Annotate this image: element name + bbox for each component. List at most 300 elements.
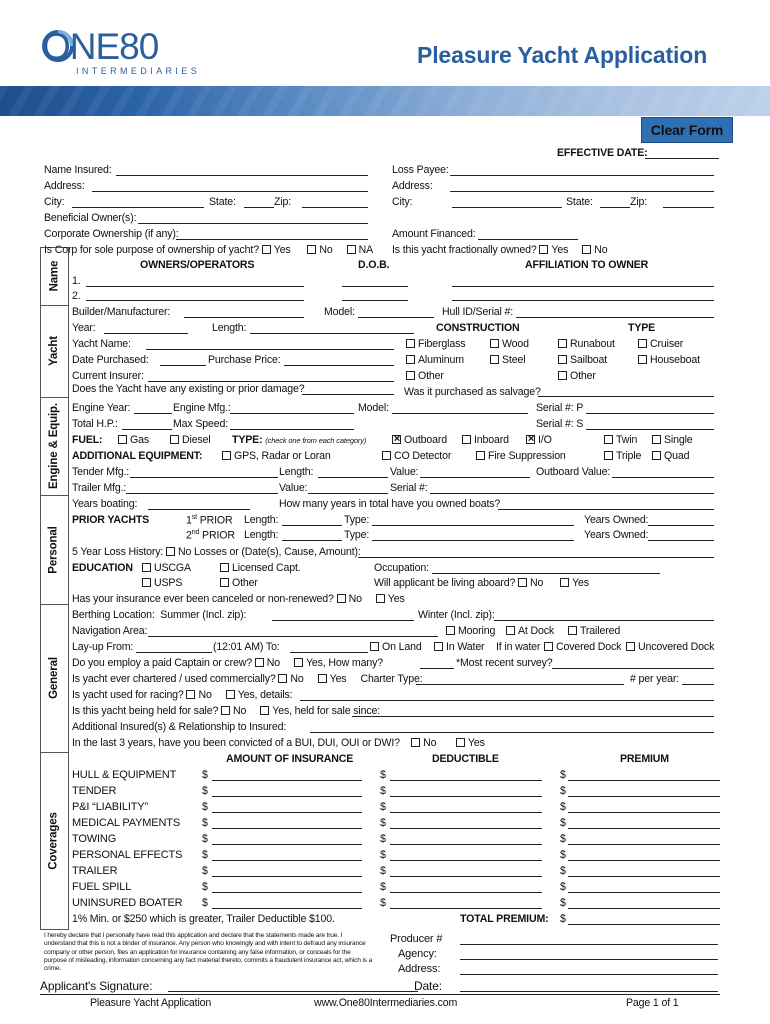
builder-label: Builder/Manufacturer: [72,306,171,318]
runabout-checkbox[interactable] [558,339,567,348]
trailer-value-label: Value: [279,482,308,494]
racing-question: Is yacht used for racing? No Yes, details: [72,689,293,701]
prior2-years-owned-field[interactable] [648,540,714,541]
nav-area-field[interactable] [148,636,438,637]
brand-name: ONE80 [42,26,159,67]
at-dock-checkbox[interactable] [506,626,515,635]
engine-year-label: Engine Year: [72,402,131,414]
premium-dollar-sign: $ [560,769,566,781]
mooring-checkbox[interactable] [446,626,455,635]
prior2-years-owned-label: Years Owned: [584,529,649,541]
coverage-label: TENDER [72,785,117,797]
gps-option: GPS, Radar or Loran [222,450,331,462]
producer-field[interactable] [460,944,718,945]
single-checkbox[interactable] [652,435,661,444]
state-field[interactable] [244,207,274,208]
address2-label: Address: [392,180,433,192]
date-label: Date: [414,979,442,993]
year-label: Year: [72,322,96,334]
occupation-field[interactable] [432,573,660,574]
per-year-field[interactable] [682,684,714,685]
brand-subtitle: INTERMEDIARIES [76,66,201,76]
gas-option: Gas [118,434,149,446]
years-owned-question: How many years in total have you owned boats? [279,498,501,510]
owner-2-field[interactable] [86,300,304,301]
prior2-length-label: Length: [244,529,279,541]
signature-label: Applicant's Signature: [40,979,153,993]
footer-left: Pleasure Yacht Application [90,997,212,1009]
tender-length-field[interactable] [318,477,388,478]
engine-model-label: Model: [358,402,389,414]
yacht-name-label: Yacht Name: [72,338,131,350]
covered-dock-checkbox[interactable] [544,642,553,651]
corp-na-checkbox[interactable] [347,245,356,254]
sale-yes-checkbox[interactable] [260,706,269,715]
additional-insured-label: Additional Insured(s) & Relationship to Insured: [72,721,287,733]
header-band [0,86,770,116]
engine-model-field[interactable] [392,413,528,414]
fire-checkbox[interactable] [476,451,485,460]
yacht-name-field[interactable] [146,349,394,350]
prior1-years-owned-label: Years Owned: [584,514,649,526]
corporate-field[interactable] [176,239,368,240]
amount-field[interactable] [212,908,362,909]
total-premium-dollar: $ [560,913,566,925]
hull-label: Hull ID/Serial #: [442,306,514,318]
uscga-option: USCGA [142,562,191,574]
section-divider [68,247,69,930]
fractional-yes-checkbox[interactable] [539,245,548,254]
additional-equipment-label: ADDITIONAL EQUIPMENT: [72,450,203,462]
date-purchased-label: Date Purchased: [72,354,149,366]
prior2-type-label: Type: [344,529,370,541]
second-prior-label: 2nd PRIOR [186,529,235,542]
state2-field[interactable] [600,207,630,208]
amount-dollar-sign: $ [202,865,208,877]
premium-field[interactable] [568,908,720,909]
serial-p-field[interactable] [586,413,714,414]
deductible-note: 1% Min. or $250 which is greater, Trailer Deductible $100. [72,913,335,925]
serial-s-label: Serial #: S [536,418,584,430]
section-engine-label: Engine & Equip. [48,403,61,489]
fractional-no-checkbox[interactable] [582,245,591,254]
model-field[interactable] [358,317,434,318]
licensed-checkbox[interactable] [220,563,229,572]
current-insurer-label: Current Insurer: [72,370,144,382]
triple-checkbox[interactable] [604,451,613,460]
producer-address-field[interactable] [460,974,718,975]
deductible-field[interactable] [390,796,542,797]
additional-insured-field[interactable] [310,732,714,733]
berthing-row: Berthing Location: Summer (Incl. zip): [72,609,247,621]
salvage-question: Was it purchased as salvage? [404,386,541,398]
education-other-checkbox[interactable] [220,578,229,587]
winter-field[interactable] [494,620,714,621]
amount-field[interactable] [212,892,362,893]
racing-no-checkbox[interactable] [186,690,195,699]
city2-label: City: [392,196,413,208]
first-prior-label: 1st PRIOR [186,514,233,527]
coverage-label: HULL & EQUIPMENT [72,769,177,781]
winter-label: Winter (Incl. zip): [418,609,495,621]
fiberglass-checkbox[interactable] [406,339,415,348]
uscga-checkbox[interactable] [142,563,151,572]
purchase-price-field[interactable] [284,365,394,366]
wood-checkbox[interactable] [490,339,499,348]
coverage-label: TRAILER [72,865,118,877]
corporate-label: Corporate Ownership (if any): [44,228,179,240]
trailer-value-field[interactable] [308,493,388,494]
amount-dollar-sign: $ [202,817,208,829]
total-premium-field[interactable] [568,924,720,925]
address-label: Address: [44,180,85,192]
sale-since-field[interactable] [352,716,714,717]
years-owned-total-field[interactable] [498,509,714,510]
if-in-water-label: If in water [496,641,541,653]
state-label: State: [209,196,236,208]
captain-no-checkbox[interactable] [255,658,264,667]
premium-field[interactable] [568,812,720,813]
deductible-field[interactable] [390,780,542,781]
chartered-no-checkbox[interactable] [278,674,287,683]
deductible-field[interactable] [390,908,542,909]
chartered-question: Is yacht ever chartered / used commercially? No Yes Charter Type: [72,673,423,685]
deductible-dollar-sign: $ [380,801,386,813]
diesel-option: Diesel [170,434,211,446]
zip-field[interactable] [302,207,368,208]
premium-dollar-sign: $ [560,881,566,893]
mooring-option: Mooring [446,625,495,637]
sale-question: Is this yacht being held for sale? No Yes, held for sale since: [72,705,381,717]
fuel-label: FUEL: [72,434,103,446]
builder-field[interactable] [184,317,304,318]
layup-from-field[interactable] [136,652,212,653]
canceled-yes-checkbox[interactable] [376,594,385,603]
inboard-checkbox[interactable] [462,435,471,444]
section-name-label: Name [48,260,61,292]
section-yacht-label: Yacht [48,336,60,366]
footer-url[interactable]: www.One80Intermediaries.com [314,997,458,1009]
beneficial-field[interactable] [138,223,368,224]
on-land-checkbox[interactable] [370,642,379,651]
address2-field[interactable] [450,191,714,192]
coverage-label: PERSONAL EFFECTS [72,849,183,861]
twin-checkbox[interactable] [604,435,613,444]
affiliation-2-field[interactable] [452,300,714,301]
coverage-label: FUEL SPILL [72,881,132,893]
type-other-option: Other [558,370,596,382]
date-purchased-field[interactable] [160,365,206,366]
cruiser-checkbox[interactable] [638,339,647,348]
deductible-dollar-sign: $ [380,769,386,781]
io-option: × I/O [526,434,552,446]
agency-field[interactable] [460,959,718,960]
deductible-field[interactable] [390,892,542,893]
section-coverages-label: Coverages [48,812,60,870]
amount-financed-field[interactable] [478,239,578,240]
io-checkbox[interactable] [526,435,535,444]
triple-option: Triple [604,450,641,462]
steel-checkbox[interactable] [490,355,499,364]
loss-history-row: 5 Year Loss History: No Losses or (Date(s), Cause, Amount): [72,546,361,558]
engine-year-field[interactable] [134,413,172,414]
section-general-label: General [48,657,60,699]
co-checkbox[interactable] [382,451,391,460]
agency-label: Agency: [398,948,437,960]
total-premium-label: TOTAL PREMIUM: [460,913,549,925]
deductible-field[interactable] [390,812,542,813]
summer-field[interactable] [272,620,414,621]
deductible-dollar-sign: $ [380,833,386,845]
canceled-question: Has your insurance ever been canceled or non-renewed? No Yes [72,593,405,605]
beneficial-label: Beneficial Owner(s): [44,212,137,224]
premium-dollar-sign: $ [560,833,566,845]
covered-dock-option: Covered Dock [544,641,621,653]
amount-dollar-sign: $ [202,785,208,797]
crew-count-field[interactable] [420,668,454,669]
deductible-dollar-sign: $ [380,897,386,909]
tender-mfg-label: Tender Mfg.: [72,466,130,478]
licensed-option: Licensed Capt. [220,562,301,574]
premium-field[interactable] [568,828,720,829]
page-title: Pleasure Yacht Application [417,42,708,68]
affiliation-1-field[interactable] [452,286,714,287]
on-land-option: On Land [370,641,422,653]
deductible-field[interactable] [390,828,542,829]
in-water-option: In Water [434,641,484,653]
current-insurer-field[interactable] [148,381,394,382]
loss-payee-field[interactable] [450,175,714,176]
prior2-length-field[interactable] [282,540,342,541]
coverage-label: TOWING [72,833,117,845]
amount-field[interactable] [212,828,362,829]
deductible-dollar-sign: $ [380,817,386,829]
city-field[interactable] [72,207,204,208]
clear-form-button[interactable]: Clear Form [641,117,733,143]
outboard-option: × Outboard [392,434,447,446]
owner-2-label: 2. [72,290,81,302]
state2-label: State: [566,196,593,208]
single-option: Single [652,434,693,446]
corp-no-checkbox[interactable] [307,245,316,254]
type-heading: TYPE [628,322,656,334]
deductible-field[interactable] [390,876,542,877]
recent-survey-field[interactable] [552,668,714,669]
max-speed-field[interactable] [230,429,354,430]
captain-question: Do you employ a paid Captain or crew? No Yes, How many? [72,657,383,669]
trailered-checkbox[interactable] [568,626,577,635]
uncovered-dock-checkbox[interactable] [626,642,635,651]
producer-address-label: Address: [398,963,441,975]
outboard-checkbox[interactable] [392,435,401,444]
hull-field[interactable] [516,317,714,318]
amount-field[interactable] [212,844,362,845]
sailboat-option: Sailboat [558,354,607,366]
outboard-value-field[interactable] [612,477,714,478]
dob-heading: D.O.B. [358,259,390,271]
racing-details-field[interactable] [300,700,714,701]
max-speed-label: Max Speed: [173,418,229,430]
corp-yes-checkbox[interactable] [262,245,271,254]
inboard-option: Inboard [462,434,509,446]
effective-date-field[interactable] [645,158,719,159]
twin-option: Twin [604,434,637,446]
owner-1-label: 1. [72,275,81,287]
charter-type-field[interactable] [416,684,624,685]
deductible-field[interactable] [390,844,542,845]
chartered-yes-checkbox[interactable] [318,674,327,683]
amount-heading: AMOUNT OF INSURANCE [226,753,354,765]
amount-dollar-sign: $ [202,769,208,781]
purchase-price-label: Purchase Price: [208,354,281,366]
premium-field[interactable] [568,780,720,781]
construction-heading: CONSTRUCTION [436,322,520,334]
prior1-years-owned-field[interactable] [648,525,714,526]
no-losses-checkbox[interactable] [166,547,175,556]
serial-s-field[interactable] [586,429,714,430]
deductible-dollar-sign: $ [380,881,386,893]
bui-yes-checkbox[interactable] [456,738,465,747]
length-label: Length: [212,322,247,334]
premium-field[interactable] [568,892,720,893]
sailboat-checkbox[interactable] [558,355,567,364]
live-aboard-no-checkbox[interactable] [518,578,527,587]
aluminum-checkbox[interactable] [406,355,415,364]
engine-type-label: TYPE: (check one from each category) [232,434,367,446]
premium-dollar-sign: $ [560,801,566,813]
deductible-dollar-sign: $ [380,785,386,797]
deductible-heading: DEDUCTIBLE [432,753,499,765]
amount-financed-label: Amount Financed: [392,228,476,240]
recent-survey-label: *Most recent survey? [456,657,553,669]
years-boating-field[interactable] [148,509,250,510]
year-field[interactable] [104,333,188,334]
tender-value-label: Value: [390,466,419,478]
type-other-checkbox[interactable] [558,371,567,380]
length-field[interactable] [250,333,414,334]
quad-option: Quad [652,450,689,462]
amount-dollar-sign: $ [202,897,208,909]
name-insured-field[interactable] [116,175,368,176]
quad-checkbox[interactable] [652,451,661,460]
trailer-serial-field[interactable] [430,493,714,494]
date-field[interactable] [460,991,718,992]
uncovered-dock-option: Uncovered Dock [626,641,714,653]
owner-1-field[interactable] [86,286,304,287]
prior1-length-label: Length: [244,514,279,526]
construction-other-checkbox[interactable] [406,371,415,380]
signature-field[interactable] [168,991,418,992]
trailer-serial-label: Serial #: [390,482,428,494]
premium-field[interactable] [568,796,720,797]
bui-no-checkbox[interactable] [411,738,420,747]
cruiser-option: Cruiser [638,338,683,350]
education-other-option: Other [220,577,258,589]
diesel-checkbox[interactable] [170,435,179,444]
loss-history-field[interactable] [358,557,714,558]
captain-yes-checkbox[interactable] [294,658,303,667]
premium-field[interactable] [568,844,720,845]
amount-dollar-sign: $ [202,849,208,861]
houseboat-checkbox[interactable] [638,355,647,364]
houseboat-option: Houseboat [638,354,700,366]
usps-checkbox[interactable] [142,578,151,587]
amount-field[interactable] [212,876,362,877]
model-label: Model: [324,306,355,318]
trailer-mfg-field[interactable] [126,493,278,494]
construction-other-option: Other [406,370,444,382]
canceled-no-checkbox[interactable] [337,594,346,603]
tender-length-label: Length: [279,466,314,478]
zip2-label: Zip: [630,196,648,208]
declaration-text: I hereby declare that I personally have read this application and declare that the statements made are true. I understand that this is not a binder of insurance. Any person who knowingly and with intent to defraud any insurance company or other person, files an application for insurance containing any false information, or conceals for the purpose of misleading, information concerning any fact material thereto, commits a fraudulent insurance act, which is a crime. [44,932,373,973]
wood-option: Wood [490,338,529,350]
amount-field[interactable] [212,780,362,781]
affiliation-heading: AFFILIATION TO OWNER [525,259,649,271]
bui-question: In the last 3 years, have you been convicted of a BUI, DUI, OUI or DWI? No Yes [72,737,485,749]
dob-1-field[interactable] [342,286,408,287]
tender-value-field[interactable] [420,477,530,478]
engine-mfg-field[interactable] [230,413,354,414]
amount-field[interactable] [212,860,362,861]
in-water-checkbox[interactable] [434,642,443,651]
coverage-label: MEDICAL PAYMENTS [72,817,181,829]
layup-to-field[interactable] [290,652,368,653]
total-hp-field[interactable] [122,429,172,430]
address-field[interactable] [92,191,368,192]
gas-checkbox[interactable] [118,435,127,444]
tender-mfg-field[interactable] [130,477,278,478]
nav-area-label: Navigation Area: [72,625,148,637]
usps-option: USPS [142,577,182,589]
amount-field[interactable] [212,812,362,813]
amount-dollar-sign: $ [202,833,208,845]
zip2-field[interactable] [663,207,714,208]
damage-field[interactable] [302,394,394,395]
co-option: CO Detector [382,450,451,462]
coverage-label: P&I “LIABILITY” [72,801,148,813]
premium-field[interactable] [568,876,720,877]
deductible-field[interactable] [390,860,542,861]
gps-checkbox[interactable] [222,451,231,460]
aluminum-option: Aluminum [406,354,464,366]
premium-dollar-sign: $ [560,865,566,877]
coverage-label: UNINSURED BOATER [72,897,183,909]
occupation-label: Occupation: [374,562,429,574]
prior1-length-field[interactable] [282,525,342,526]
premium-field[interactable] [568,860,720,861]
trailered-option: Trailered [568,625,620,637]
prior1-type-field[interactable] [372,525,574,526]
trailer-mfg-label: Trailer Mfg.: [72,482,127,494]
prior2-type-field[interactable] [372,540,574,541]
deductible-dollar-sign: $ [380,849,386,861]
amount-field[interactable] [212,796,362,797]
fractional-question: Is this yacht fractionally owned? Yes No [392,244,608,256]
per-year-label: # per year: [630,673,679,685]
live-aboard-yes-checkbox[interactable] [560,578,569,587]
city2-field[interactable] [452,207,562,208]
prior1-type-label: Type: [344,514,370,526]
salvage-field[interactable] [538,396,714,397]
sale-no-checkbox[interactable] [221,706,230,715]
dob-2-field[interactable] [342,300,408,301]
amount-dollar-sign: $ [202,801,208,813]
serial-p-label: Serial #: P [536,402,584,414]
outboard-value-label: Outboard Value: [536,466,611,478]
racing-yes-checkbox[interactable] [226,690,235,699]
runabout-option: Runabout [558,338,615,350]
